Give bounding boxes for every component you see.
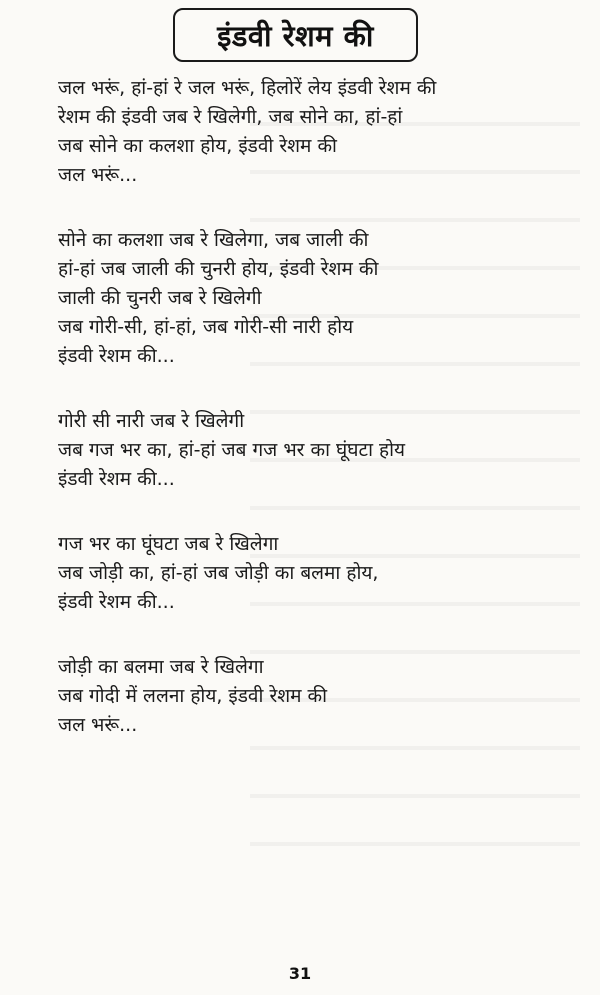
poem-body [58,74,578,776]
poem-line: जाली की चुनरी जब रे खिलेगी [58,287,262,309]
page-title: इंडवी रेशम की [217,18,374,53]
poem-line: इंडवी रेशम की... [58,345,175,367]
poem-line: गज भर का घूंघटा जब रे खिलेगा [58,533,279,555]
poem-line: जोड़ी का बलमा जब रे खिलेगा [58,656,264,678]
page-number: 31 [288,964,312,983]
poem-line: जब गोरी-सी, हां-हां, जब गोरी-सी नारी होय [58,316,354,338]
stanza-5 [58,653,578,740]
poem-line: जब सोने का कलशा होय, इंडवी रेशम की [58,135,337,157]
poem-line: गोरी सी नारी जब रे खिलेगी [58,410,245,432]
poem-line: जब गज भर का, हां-हां जब गज भर का घूंघटा होय [58,439,406,461]
poem-line: इंडवी रेशम की... [58,468,175,490]
poem-line: जब जोड़ी का, हां-हां जब जोड़ी का बलमा होय, [58,562,379,584]
stanza-4 [58,530,578,617]
poem-line: जल भरूं, हां-हां रे जल भरूं, हिलोरें लेय इंडवी रेशम की [58,77,437,99]
poem-line: जल भरूं... [58,714,138,736]
poem-line: इंडवी रेशम की... [58,591,175,613]
stanza-1 [58,74,578,190]
poem-line: हां-हां जब जाली की चुनरी होय, इंडवी रेशम की [58,258,379,280]
title-box [173,8,418,62]
poem-line: सोने का कलशा जब रे खिलेगा, जब जाली की [58,229,369,251]
stanza-2 [58,226,578,371]
poem-line: रेशम की इंडवी जब रे खिलेगी, जब सोने का, हां-हां [58,106,403,128]
stanza-3 [58,407,578,494]
poem-line: जब गोदी में ललना होय, इंडवी रेशम की [58,685,328,707]
poem-line: जल भरूं... [58,164,138,186]
